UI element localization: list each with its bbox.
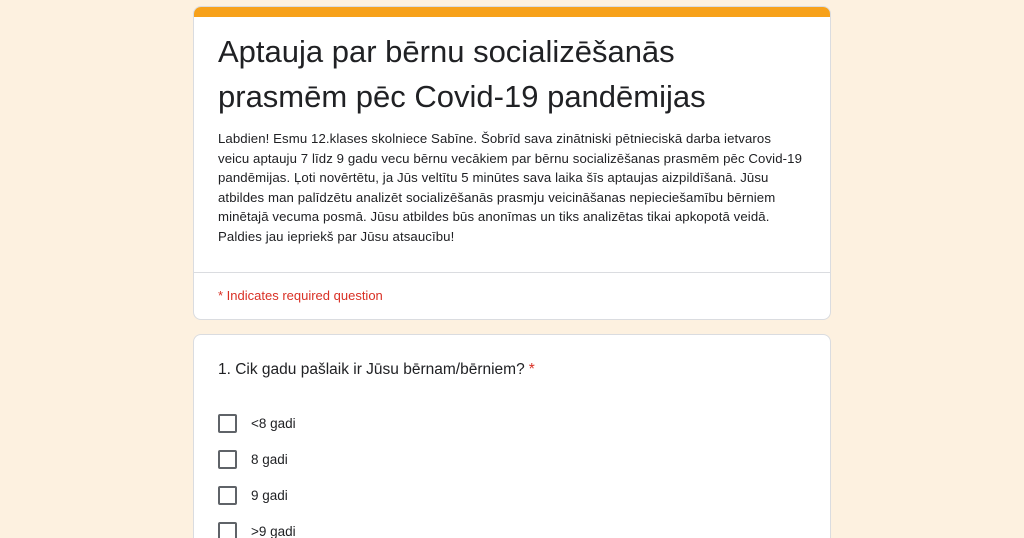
divider	[194, 272, 830, 273]
option-8[interactable]	[218, 441, 296, 477]
required-note: * Indicates required question	[218, 288, 383, 303]
option-lt-8[interactable]	[218, 405, 296, 441]
option-label: >9 gadi	[251, 523, 296, 538]
question-card	[193, 334, 831, 538]
option-9[interactable]	[218, 477, 296, 513]
option-label: 9 gadi	[251, 487, 288, 503]
form-title-line-2: prasmēm pēc Covid-19 pandēmijas	[218, 79, 706, 114]
question-title-text: 1. Cik gadu pašlaik ir Jūsu bērnam/bērniem?	[218, 361, 525, 378]
options-list	[218, 405, 296, 538]
checkbox[interactable]	[218, 414, 237, 433]
form-title-line-1: Aptauja par bērnu socializēšanās	[218, 34, 675, 69]
option-gt-9[interactable]	[218, 513, 296, 538]
checkbox[interactable]	[218, 486, 237, 505]
question-title	[218, 361, 535, 379]
accent-bar	[194, 7, 830, 17]
option-label: <8 gadi	[251, 415, 296, 431]
checkbox[interactable]	[218, 450, 237, 469]
required-star: *	[528, 361, 535, 378]
option-label: 8 gadi	[251, 451, 288, 467]
checkbox[interactable]	[218, 522, 237, 538]
form-header-card	[193, 6, 831, 320]
form-title	[218, 29, 806, 119]
form-description: Labdien! Esmu 12.klases skolniece Sabīne. Šobrīd sava zinātniski pētnieciskā darba ietvaros veicu aptauju 7 līdz 9 gadu vecu bērnu vecākiem par bērnu socializēšanas prasmēm pēc Covid-19 pandēmijas. Ļoti novērtētu, ja Jūs veltītu 5 minūtes sava laika šīs aptaujas aizpildīšanā. Jūsu atbildes man palīdzētu analizēt socializēšanās prasmju veicināšanas nepieciešamību bērniem minētajā vecuma posmā. Jūsu atbildes būs anonīmas un tiks analizētas tikai apkopotā veidā. Paldies jau iepriekš par Jūsu atsaucību!	[218, 131, 803, 244]
